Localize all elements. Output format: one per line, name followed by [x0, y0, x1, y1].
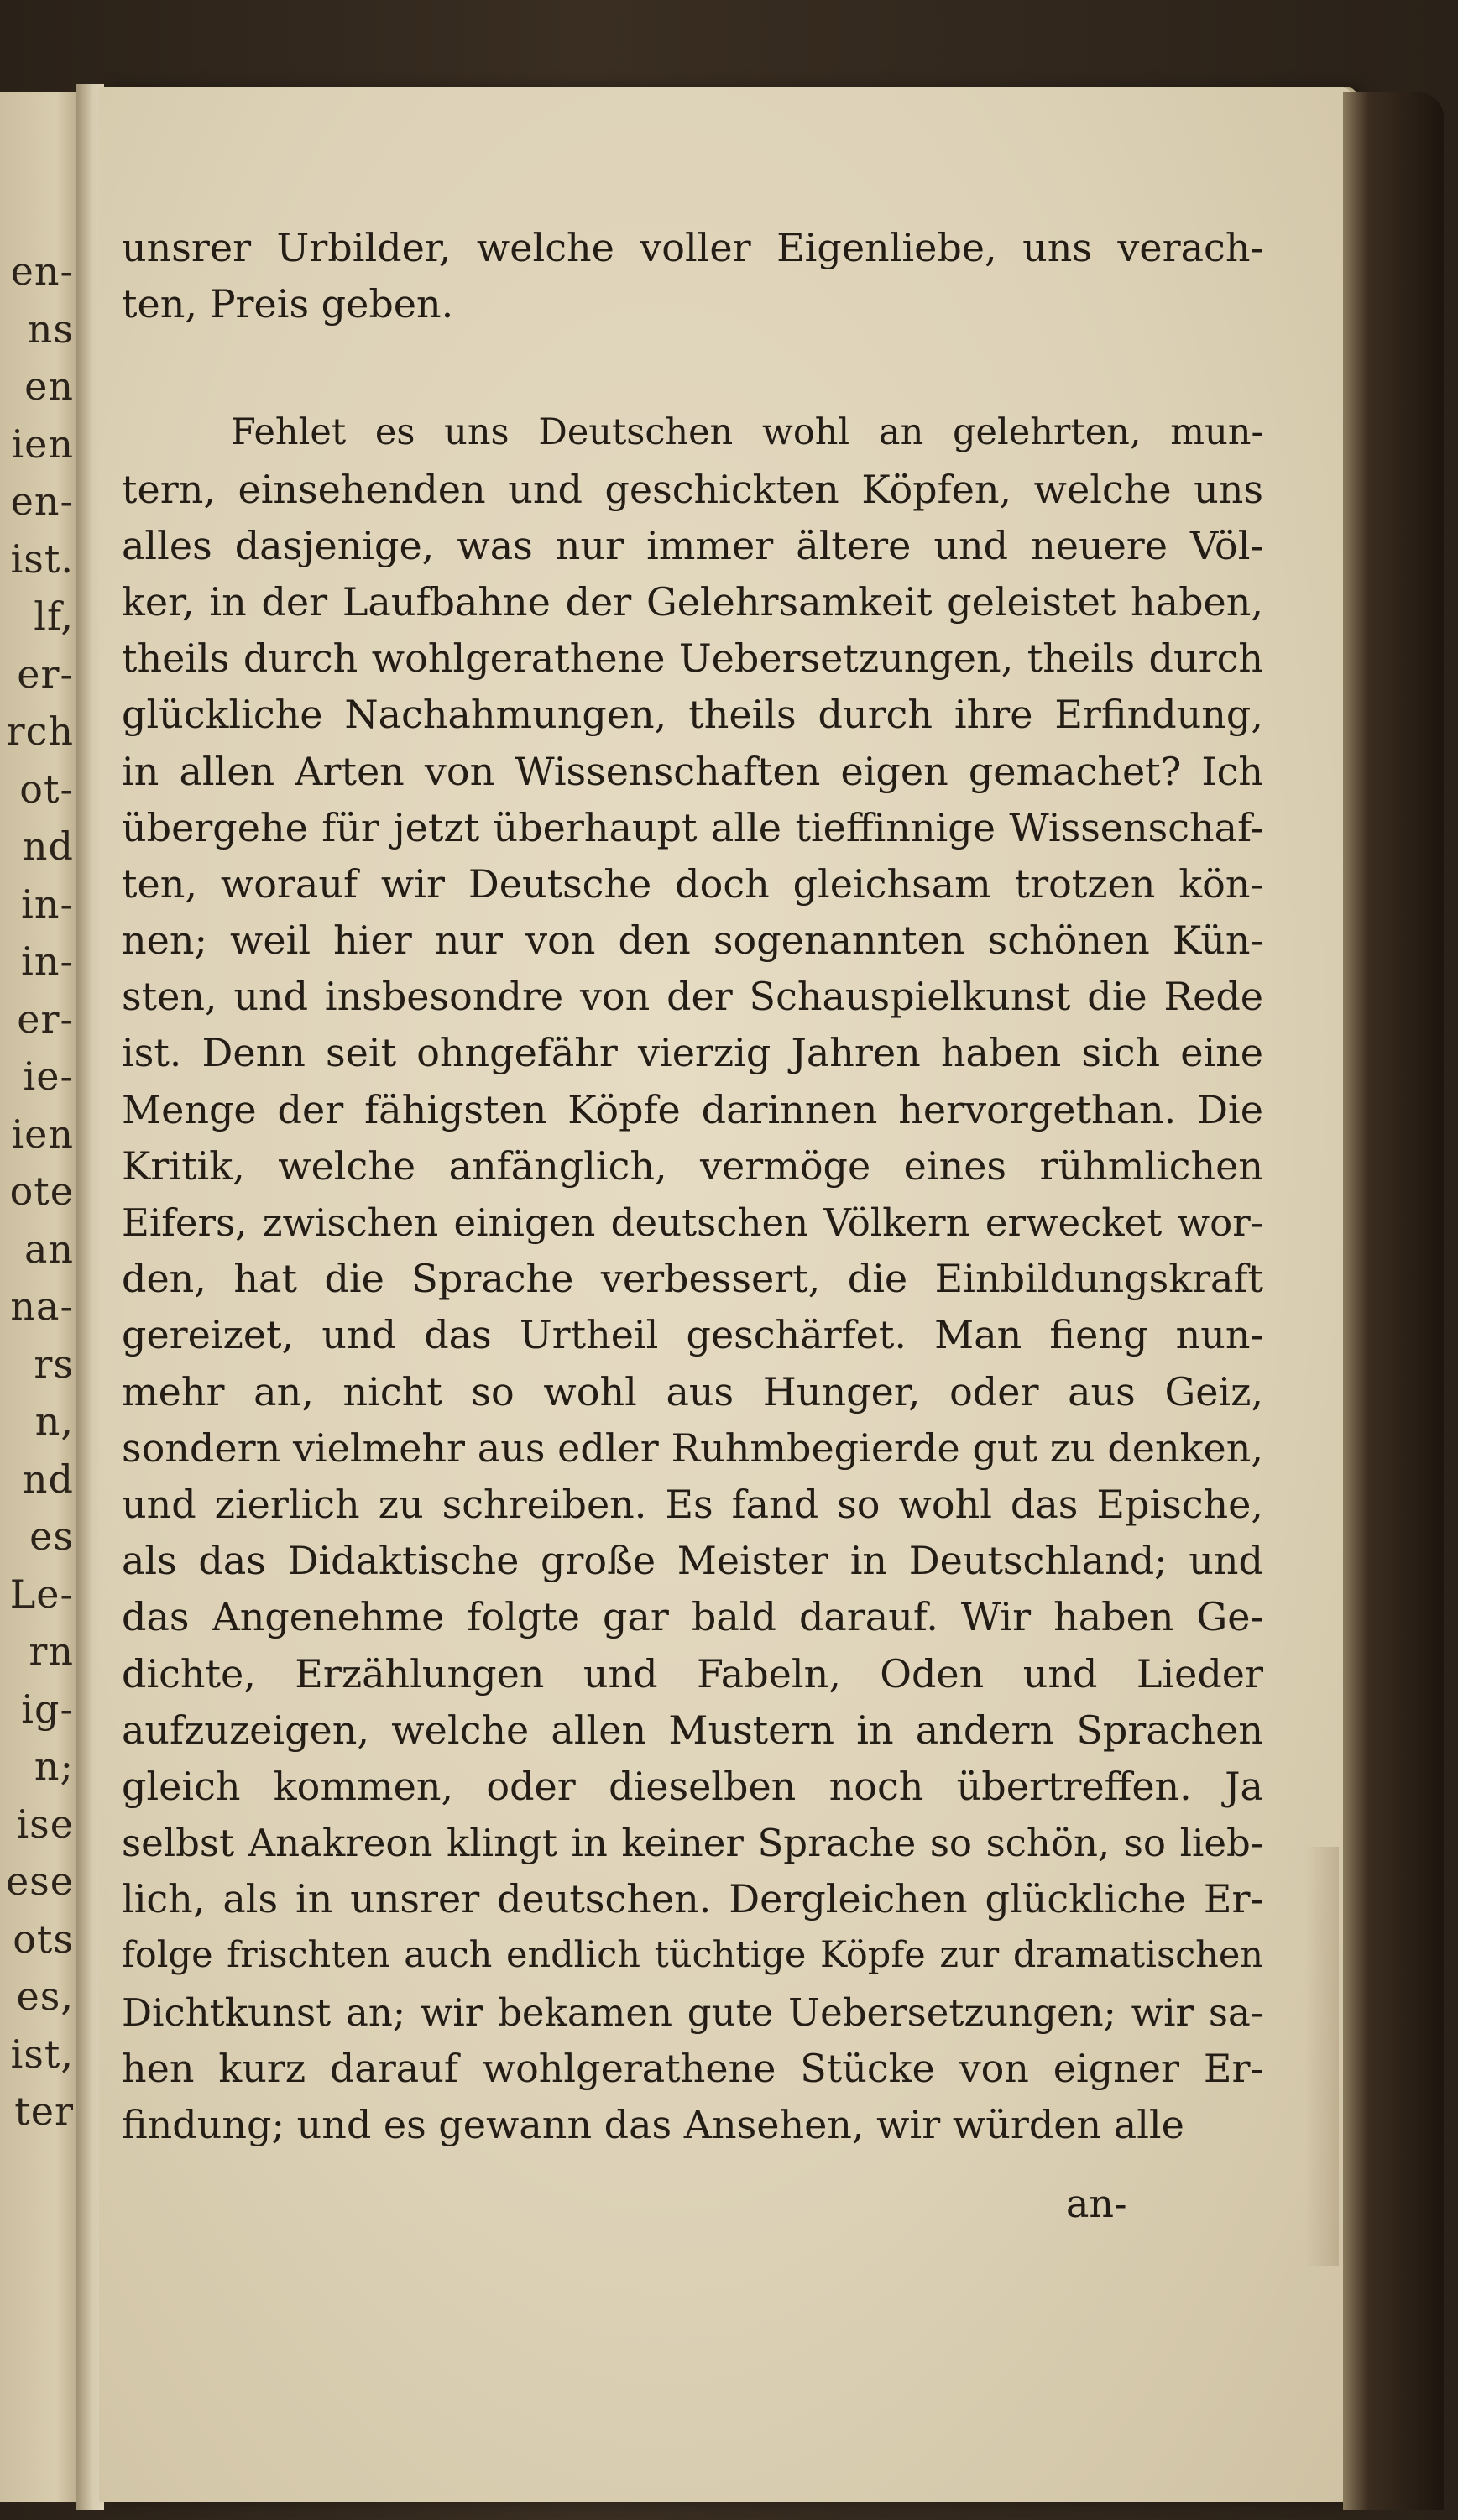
previous-page-fragment: nd [22, 823, 74, 869]
text-line: selbst Anakreon klingt in keiner Sprache so schön, so lieb- [122, 1821, 1263, 1866]
previous-page-fragment: ns [27, 306, 74, 352]
page-stain [1305, 1847, 1339, 2266]
text-line: Kritik, welche anfänglich, vermöge eines rühmlichen [122, 1142, 1263, 1189]
text-line: theils durch wohlgerathene Uebersetzungen, theils durch [122, 635, 1263, 682]
text-line: Eifers, zwischen einigen deutschen Völkern erwecket wor- [122, 1200, 1263, 1245]
text-line: mehr an, nicht so wohl aus Hunger, oder aus Geiz, [122, 1368, 1263, 1414]
previous-page-fragment: ie- [23, 1053, 74, 1099]
previous-page-fragment: en- [10, 248, 74, 294]
text-line: und zierlich zu schreiben. Es fand so wohl das Epische, [122, 1481, 1263, 1527]
text-line: Fehlet es uns Deutschen wohl an gelehrten, mun- [231, 411, 1263, 454]
text-line: hen kurz darauf wohlgerathene Stücke von eigner Er- [122, 2045, 1263, 2091]
previous-page-fragment: rs [34, 1341, 74, 1387]
text-line: übergehe für jetzt überhaupt alle tieffinnige Wissenschaf- [122, 804, 1263, 850]
previous-page-fragment: ien [11, 1111, 74, 1157]
previous-page-fragment: er- [17, 996, 74, 1042]
previous-page-fragment: ote [9, 1169, 74, 1214]
text-line: findung; und es gewann das Ansehen, wir würden alle [122, 2102, 1184, 2147]
text-line: folge frischten auch endlich tüchtige Köpfe zur dramatischen [122, 1934, 1263, 1977]
text-line: sondern vielmehr aus edler Ruhmbegierde gut zu denken, [122, 1425, 1263, 1471]
text-line: lich, als in unsrer deutschen. Dergleichen glückliche Er- [122, 1876, 1263, 1922]
previous-page-fragment: en [24, 363, 74, 409]
text-line: unsrer Urbilder, welche voller Eigenliebe, uns verach- [122, 225, 1263, 270]
text-line: in allen Arten von Wissenschaften eigen gemachet? Ich [122, 748, 1263, 794]
previous-page-fragment: ig- [21, 1686, 74, 1732]
previous-page-fragment: rch [6, 708, 74, 754]
previous-page-fragment: ot- [19, 766, 74, 812]
previous-page-fragment: ist, [10, 2031, 74, 2077]
paragraph-gap [122, 332, 1263, 405]
text-line: sten, und insbesondre von der Schauspielkunst die Rede [122, 974, 1263, 1020]
previous-page-fragment: lf, [34, 593, 74, 639]
previous-page-fragment: ien [11, 421, 74, 467]
previous-page-fragment: an [24, 1226, 74, 1272]
text-line: ten, worauf wir Deutsche doch gleichsam trotzen kön- [122, 860, 1263, 907]
previous-page-fragment: n, [34, 1399, 74, 1444]
text-line: ker, in der Laufbahne der Gelehrsamkeit geleistet haben, [122, 578, 1263, 625]
text-line: ist. Denn seit ohngefähr vierzig Jahren haben sich eine [122, 1030, 1263, 1076]
previous-page-fragment: nd [22, 1456, 74, 1502]
previous-page-edge [0, 92, 81, 2502]
page-text [122, 220, 1263, 2153]
text-line: tern, einsehenden und geschickten Köpfen, welche uns [122, 466, 1263, 512]
previous-page-fragment: in- [21, 881, 74, 927]
text-line: dichte, Erzählungen und Fabeln, Oden und Lieder [122, 1650, 1263, 1697]
previous-page-fragment: ese [5, 1859, 74, 1904]
previous-page-fragment: es [29, 1514, 74, 1559]
catchword: an- [1066, 2181, 1127, 2226]
text-line: den, hat die Sprache verbessert, die Einbildungskraft [122, 1256, 1263, 1302]
previous-page-fragment: ist. [10, 536, 74, 582]
text-line: Menge der fähigsten Köpfe darinnen hervorgethan. Die [122, 1086, 1263, 1132]
previous-page-fragment: en- [10, 478, 74, 524]
text-line: alles dasjenige, was nur immer ältere und neuere Völ- [122, 522, 1263, 568]
previous-page-fragment: Le- [9, 1571, 74, 1617]
text-line: gereizet, und das Urtheil geschärfet. Man fieng nun- [122, 1312, 1263, 1358]
previous-page-fragment: er- [17, 651, 74, 697]
previous-page-fragment: na- [10, 1284, 74, 1329]
text-line: das Angenehme folgte gar bald darauf. Wir haben Ge- [122, 1594, 1263, 1640]
previous-page-fragment: es, [16, 1974, 74, 2019]
text-line: nen; weil hier nur von den sogenannten schönen Kün- [122, 918, 1263, 964]
text-line: glückliche Nachahmungen, theils durch ihre Erfindung, [122, 692, 1263, 738]
text-line: aufzuzeigen, welche allen Mustern in andern Sprachen [122, 1707, 1263, 1753]
book-cover-edge [1343, 92, 1444, 2510]
text-line: als das Didaktische große Meister in Deutschland; und [122, 1538, 1263, 1584]
previous-page-fragment: in- [21, 938, 74, 984]
text-line: ten, Preis geben. [122, 281, 454, 327]
previous-page-fragment: ots [13, 1916, 74, 1962]
text-line: Dichtkunst an; wir bekamen gute Uebersetzungen; wir sa- [122, 1989, 1263, 2035]
previous-page-fragment: rn [29, 1629, 74, 1674]
text-line: gleich kommen, oder dieselben noch übertreffen. Ja [122, 1763, 1263, 1809]
previous-page-fragment: ise [16, 1801, 74, 1847]
previous-page-fragment: n; [34, 1744, 74, 1789]
previous-page-fragment: ter [14, 2089, 74, 2134]
